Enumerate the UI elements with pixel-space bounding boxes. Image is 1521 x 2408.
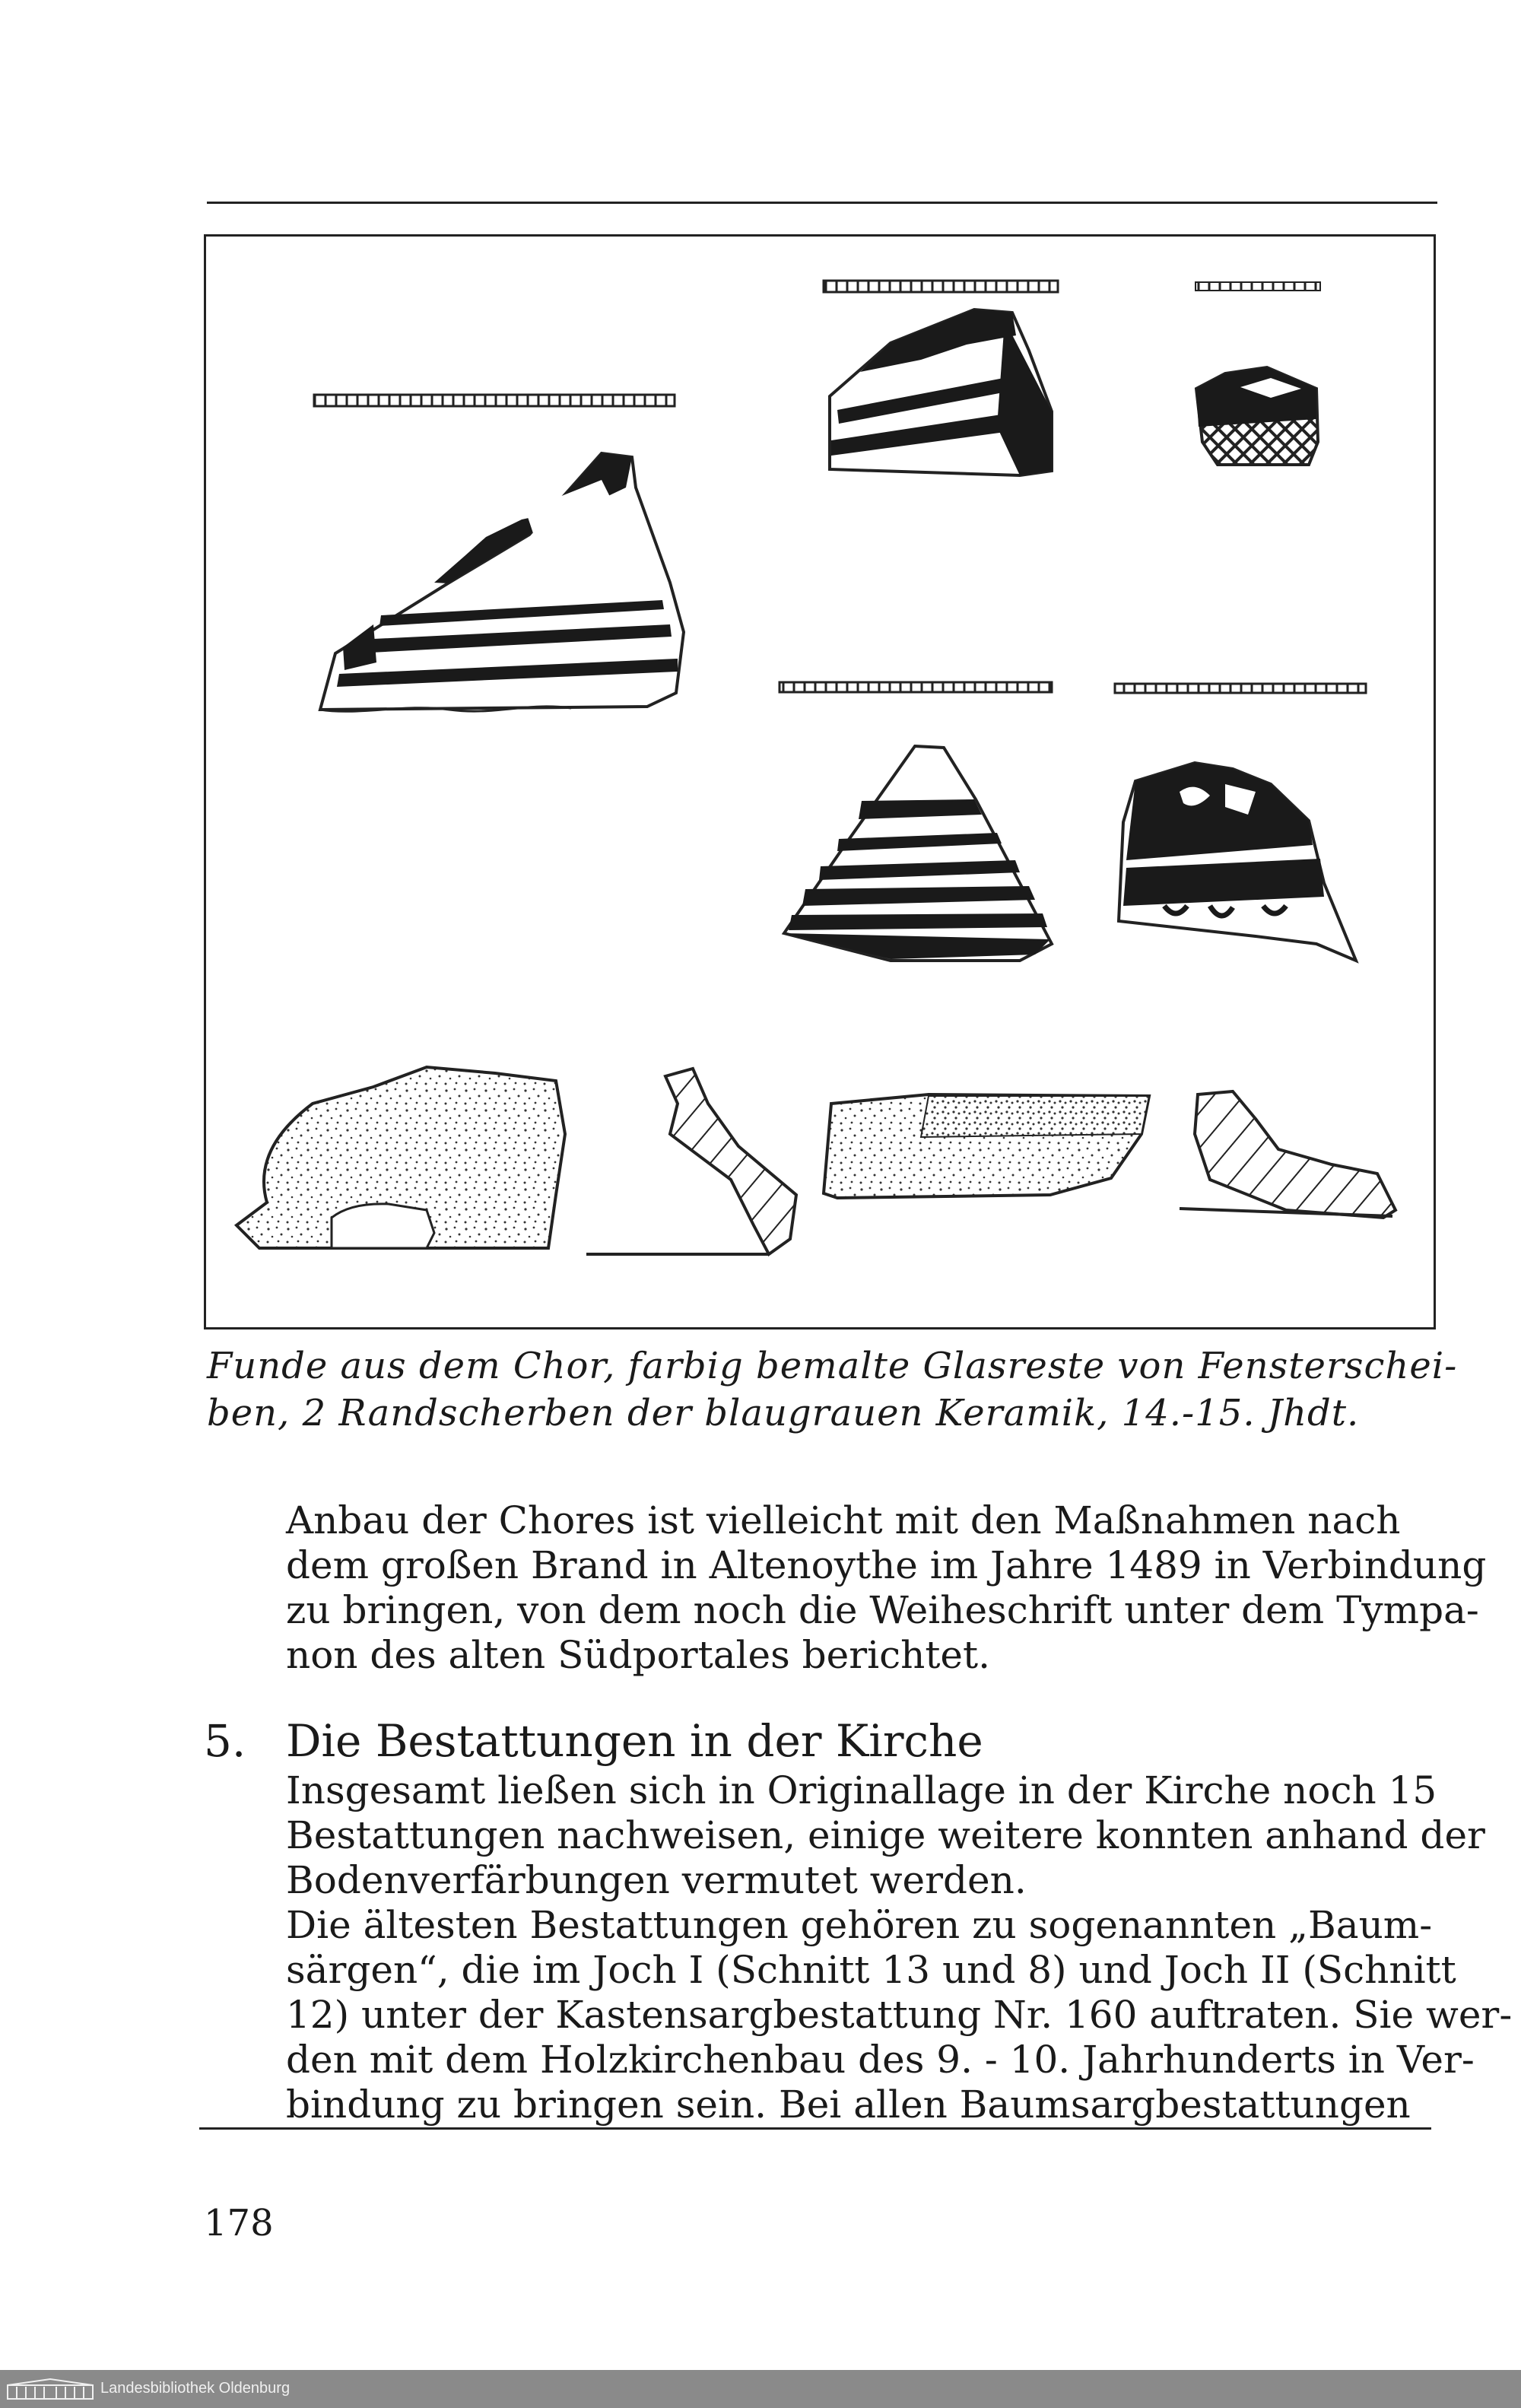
profile-bar-3 [1196,282,1320,291]
ceramic-rim-profile-2 [1180,1091,1396,1218]
text-line: särgen“, die im Joch I (Schnitt 13 und 8) und Joch II (Schnitt [286,1948,1456,1992]
ceramic-shard-1 [237,1067,565,1248]
section-number: 5. [204,1715,246,1767]
text-line: non des alten Südportales berichtet. [286,1633,991,1677]
glass-shard-6 [824,1094,1149,1198]
paragraph-1 [286,1498,1487,1678]
bottom-rule [199,2127,1431,2130]
text-line: Anbau der Chores ist vielleicht mit den Maßnahmen nach [286,1498,1401,1542]
text-line: Insgesamt ließen sich in Originallage in der Kirche noch 15 [286,1768,1437,1812]
text-line: Bestattungen nachweisen, einige weitere konnten anhand der [286,1813,1485,1857]
library-building-icon [6,2378,94,2400]
profile-bar-1 [314,395,675,406]
text-line: zu bringen, von dem noch die Weiheschrift unter dem Tympa- [286,1588,1479,1632]
caption-line: Funde aus dem Chor, farbig bemalte Glasreste von Fensterschei- [207,1345,1458,1387]
glass-shard-1 [320,453,684,711]
top-rule [207,202,1437,204]
text-line: bindung zu bringen sein. Bei allen Baumsargbestattungen [286,2082,1411,2127]
glass-shard-3 [1196,367,1318,465]
figure-caption [207,1342,1458,1437]
glass-shard-5 [1119,763,1356,961]
section-heading [204,1715,983,1767]
library-footer [0,2370,1521,2408]
profile-bar-5 [1115,684,1366,693]
text-line: Die ältesten Bestattungen gehören zu sogenannten „Baum- [286,1903,1433,1947]
text-line: 12) unter der Kastensargbestattung Nr. 160 auftraten. Sie wer- [286,1993,1513,2037]
section-title: Die Bestattungen in der Kirche [286,1715,983,1767]
library-name: Landesbibliothek Oldenburg [100,2380,291,2397]
finds-illustration [206,237,1434,1327]
text-line: den mit dem Holzkirchenbau des 9. - 10. Jahrhunderts in Ver- [286,2038,1475,2082]
text-line: Bodenverfärbungen vermutet werden. [286,1858,1027,1902]
ceramic-rim-profile-1 [586,1069,796,1254]
caption-line: ben, 2 Randscherben der blaugrauen Keramik, 14.-15. Jhdt. [207,1392,1360,1434]
figure-frame [204,234,1436,1329]
profile-bar-2 [824,281,1058,292]
paragraph-2 [286,1768,1513,2127]
page-number: 178 [204,2202,274,2244]
glass-shard-4 [784,746,1052,961]
glass-shard-2 [830,310,1052,475]
text-line: dem großen Brand in Altenoythe im Jahre 1489 in Verbindung [286,1543,1487,1587]
profile-bar-4 [780,682,1052,692]
